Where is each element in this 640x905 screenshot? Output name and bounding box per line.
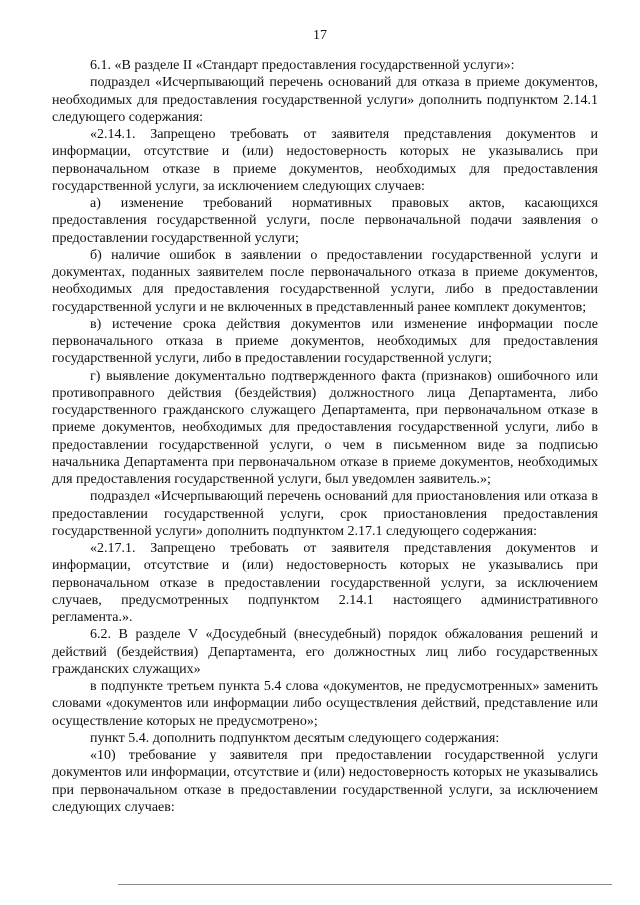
paragraph: «2.14.1. Запрещено требовать от заявителя представления документов и информации, отсутствие и (или) недостоверность которых не указывались при первоначальном отказе в приеме документов, необходимых для предоставления государственной услуги, за исключением следующих случаев: bbox=[52, 127, 598, 194]
paragraph: «10) требование у заявителя при предоставлении государственной услуги документов или информации, отсутствие и (или) недостоверность которых не указывались при первоначальном отказе в предоставлении государственной услуги, за исключением следующих случаев: bbox=[52, 748, 598, 815]
paragraph: подраздел «Исчерпывающий перечень оснований для отказа в приеме документов, необходимых для предоставления государственной услуги» дополнить подпунктом 2.14.1 следующего содержания: bbox=[52, 75, 598, 125]
paragraph: подраздел «Исчерпывающий перечень оснований для приостановления или отказа в предоставлении государственной услуги, срок приостановления предоставления государственной услуги» дополнить подпунктом 2.17.1 следующего содержания: bbox=[52, 489, 598, 539]
paragraph: в) истечение срока действия документов или изменение информации после первоначального отказа в приеме документов, необходимых для предоставления государственной услуги, либо в предоставлении государственной услуги; bbox=[52, 316, 598, 367]
paragraph: а) изменение требований нормативных правовых актов, касающихся предоставления государственной услуги, после первоначальной подачи заявления о предоставлении государственной услуги; bbox=[52, 196, 598, 246]
page-number: 17 bbox=[313, 28, 327, 43]
paragraph: 6.1. «В разделе II «Стандарт предоставления государственной услуги»: bbox=[90, 58, 515, 73]
paragraph: в подпункте третьем пункта 5.4 слова «документов, не предусмотренных» заменить словами «документов или информации либо осуществления действий, представление или осуществление которых не предусмотрено»; bbox=[52, 679, 598, 729]
paragraph: 6.2. В разделе V «Досудебный (внесудебный) порядок обжалования решений и действий (бездействия) Департамента, его должностных лиц либо государственных гражданских служащих» bbox=[52, 627, 598, 677]
paragraph: г) выявление документально подтвержденного факта (признаков) ошибочного или противоправного действия (бездействия) должностного лица Департамента, либо государственного гражданского служащего Департамента, при первоначальном отказе в приеме документов, необходимых для предоставления государственной услуги, либо в предоставлении государственной услуги, о чем в письменном виде за подписью начальника Департамента при первоначальном отказе в приеме документов, необходимых для предоставления государственной услуги, был уведомлен заявитель.»; bbox=[52, 368, 598, 487]
paragraph: пункт 5.4. дополнить подпунктом десятым следующего содержания: bbox=[90, 730, 500, 746]
paragraph: б) наличие ошибок в заявлении о предоставлении государственной услуги и документах, поданных заявителем после первоначального отказа в приеме документов, необходимых для предоставления государственной услуги, либо в предоставлении государственной услуги и не включенных в представленный ранее комплект документов; bbox=[52, 247, 598, 315]
document-body bbox=[52, 57, 598, 816]
bottom-rule bbox=[118, 884, 612, 885]
paragraph: «2.17.1. Запрещено требовать от заявителя представления документов и информации, отсутствие и (или) недостоверность которых не указывались при первоначальном отказе в предоставлении государственной услуги, за исключением случаев, предусмотренных подпунктом 2.14.1 настоящего административного регламента.». bbox=[52, 541, 598, 625]
